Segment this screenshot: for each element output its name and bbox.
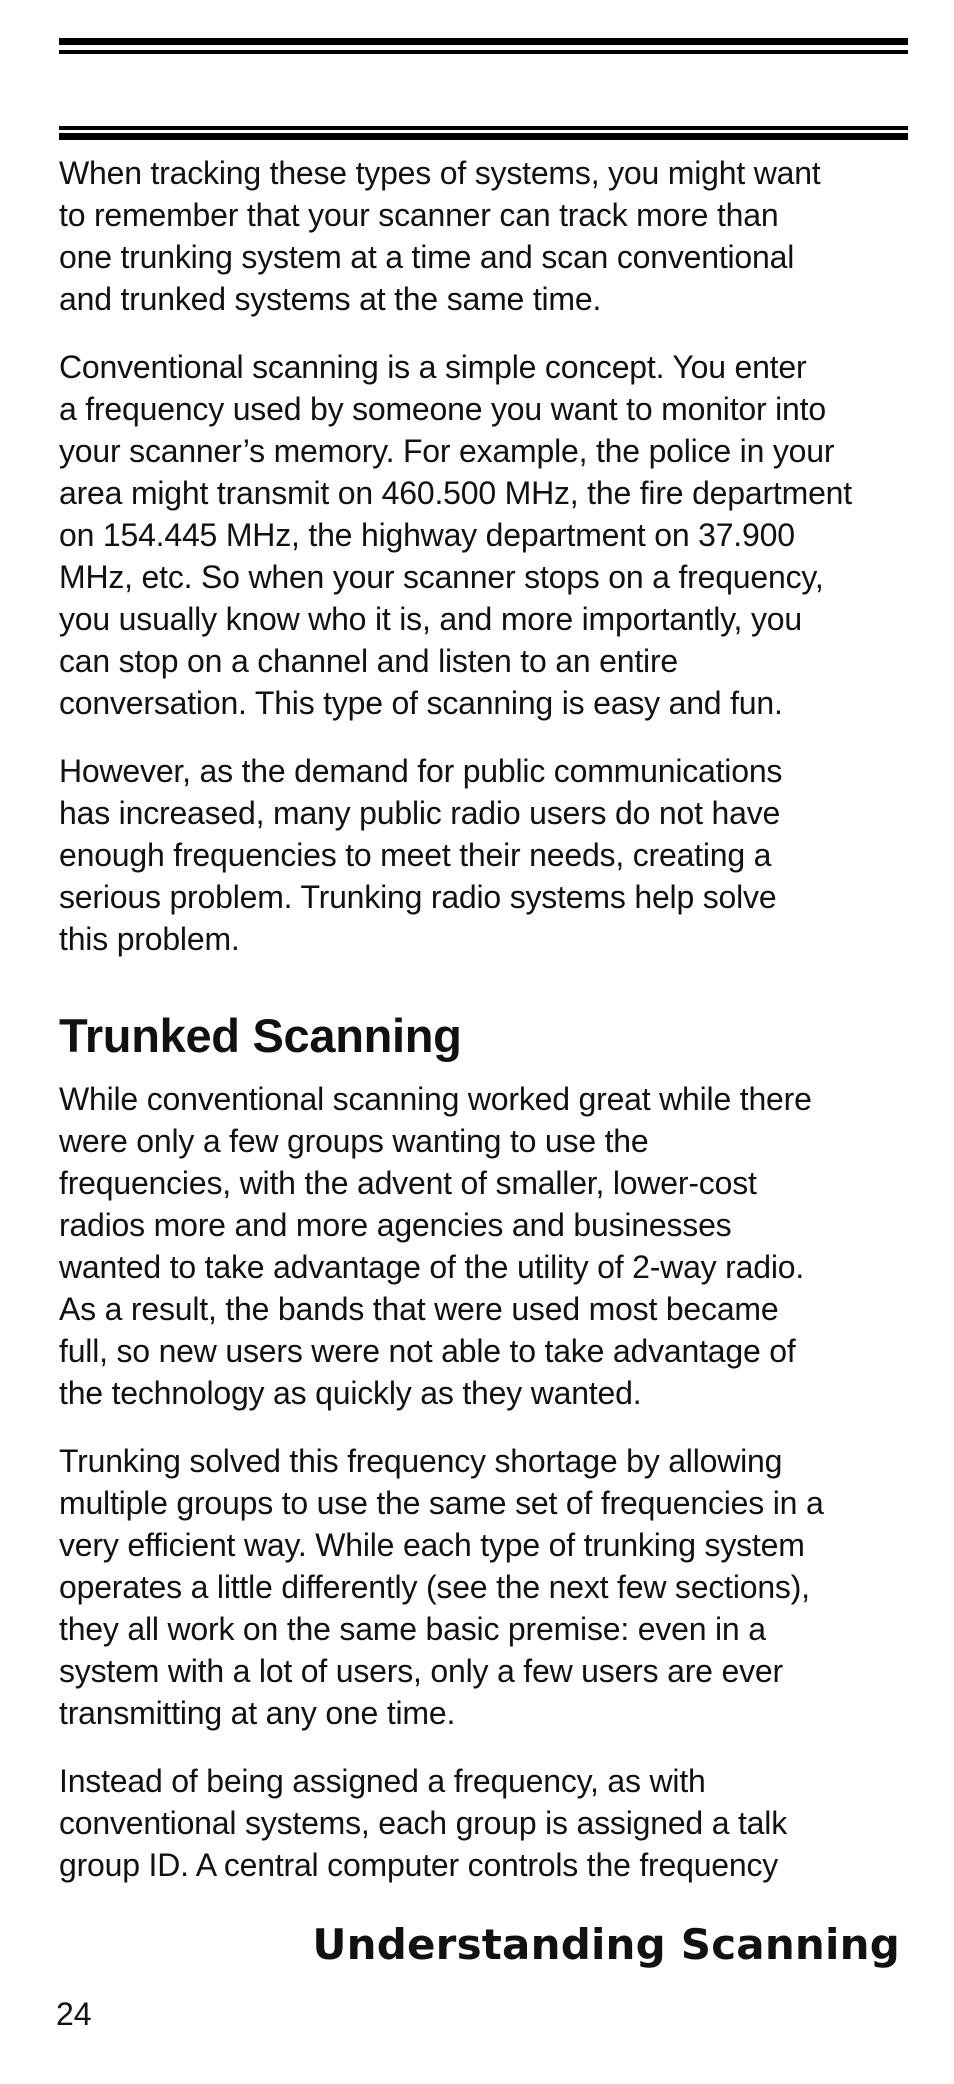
paragraph [59,1078,909,1414]
section-heading: Trunked Scanning [59,1009,462,1062]
section-paragraphs [59,1078,909,1886]
text-line: multiple groups to use the same set of frequencies in a [59,1485,824,1521]
text-line: When tracking these types of systems, you might want [59,155,821,191]
text-line: area might transmit on 460.500 MHz, the fire department [59,475,852,511]
page-body [59,152,909,1886]
header-rule-bottom-thick [59,133,908,140]
text-line: MHz, etc. So when your scanner stops on a frequency, [59,559,824,595]
text-line: conventional systems, each group is assigned a talk [59,1805,787,1841]
page-number: 24 [56,1996,92,2032]
header-rule-top-thin [59,50,908,54]
text-line: operates a little differently (see the next few sections), [59,1569,810,1605]
intro-paragraphs [59,152,909,960]
paragraph [59,750,909,960]
text-line: group ID. A central computer controls the frequency [59,1847,779,1883]
text-line: a frequency used by someone you want to monitor into [59,391,826,427]
text-line: Trunking solved this frequency shortage by allowing [59,1443,783,1479]
text-line: enough frequencies to meet their needs, creating a [59,837,772,873]
text-line: your scanner’s memory. For example, the police in your [59,433,835,469]
text-line: serious problem. Trunking radio systems help solve [59,879,777,915]
text-line: conversation. This type of scanning is easy and fun. [59,685,783,721]
text-line: can stop on a channel and listen to an entire [59,643,679,679]
text-line: they all work on the same basic premise: even in a [59,1611,766,1647]
text-line: on 154.445 MHz, the highway department on 37.900 [59,517,795,553]
header-rule-top-thick [59,38,908,45]
paragraph [59,152,909,320]
text-line: has increased, many public radio users do not have [59,795,781,831]
text-line: As a result, the bands that were used most became [59,1291,779,1327]
text-line: Conventional scanning is a simple concept. You enter [59,349,807,385]
paragraph [59,346,909,724]
text-line: very efficient way. While each type of trunking system [59,1527,805,1563]
text-line: frequencies, with the advent of smaller, lower-cost [59,1165,757,1201]
text-line: the technology as quickly as they wanted. [59,1375,642,1411]
header-rule-bottom-thin [59,126,908,130]
text-line: this problem. [59,921,240,957]
text-line: However, as the demand for public communications [59,753,783,789]
paragraph [59,1760,909,1886]
text-line: While conventional scanning worked great while there [59,1081,812,1117]
text-line: Instead of being assigned a frequency, as with [59,1763,706,1799]
text-line: radios more and more agencies and businesses [59,1207,732,1243]
text-line: you usually know who it is, and more importantly, you [59,601,802,637]
text-line: transmitting at any one time. [59,1695,456,1731]
text-line: wanted to take advantage of the utility of 2-way radio. [59,1249,805,1285]
text-line: full, so new users were not able to take advantage of [59,1333,796,1369]
text-line: and trunked systems at the same time. [59,281,602,317]
text-line: one trunking system at a time and scan conventional [59,239,795,275]
text-line: were only a few groups wanting to use the [59,1123,649,1159]
paragraph [59,1440,909,1734]
chapter-title: Understanding Scanning [312,1920,900,1969]
text-line: to remember that your scanner can track more than [59,197,779,233]
text-line: system with a lot of users, only a few users are ever [59,1653,783,1689]
